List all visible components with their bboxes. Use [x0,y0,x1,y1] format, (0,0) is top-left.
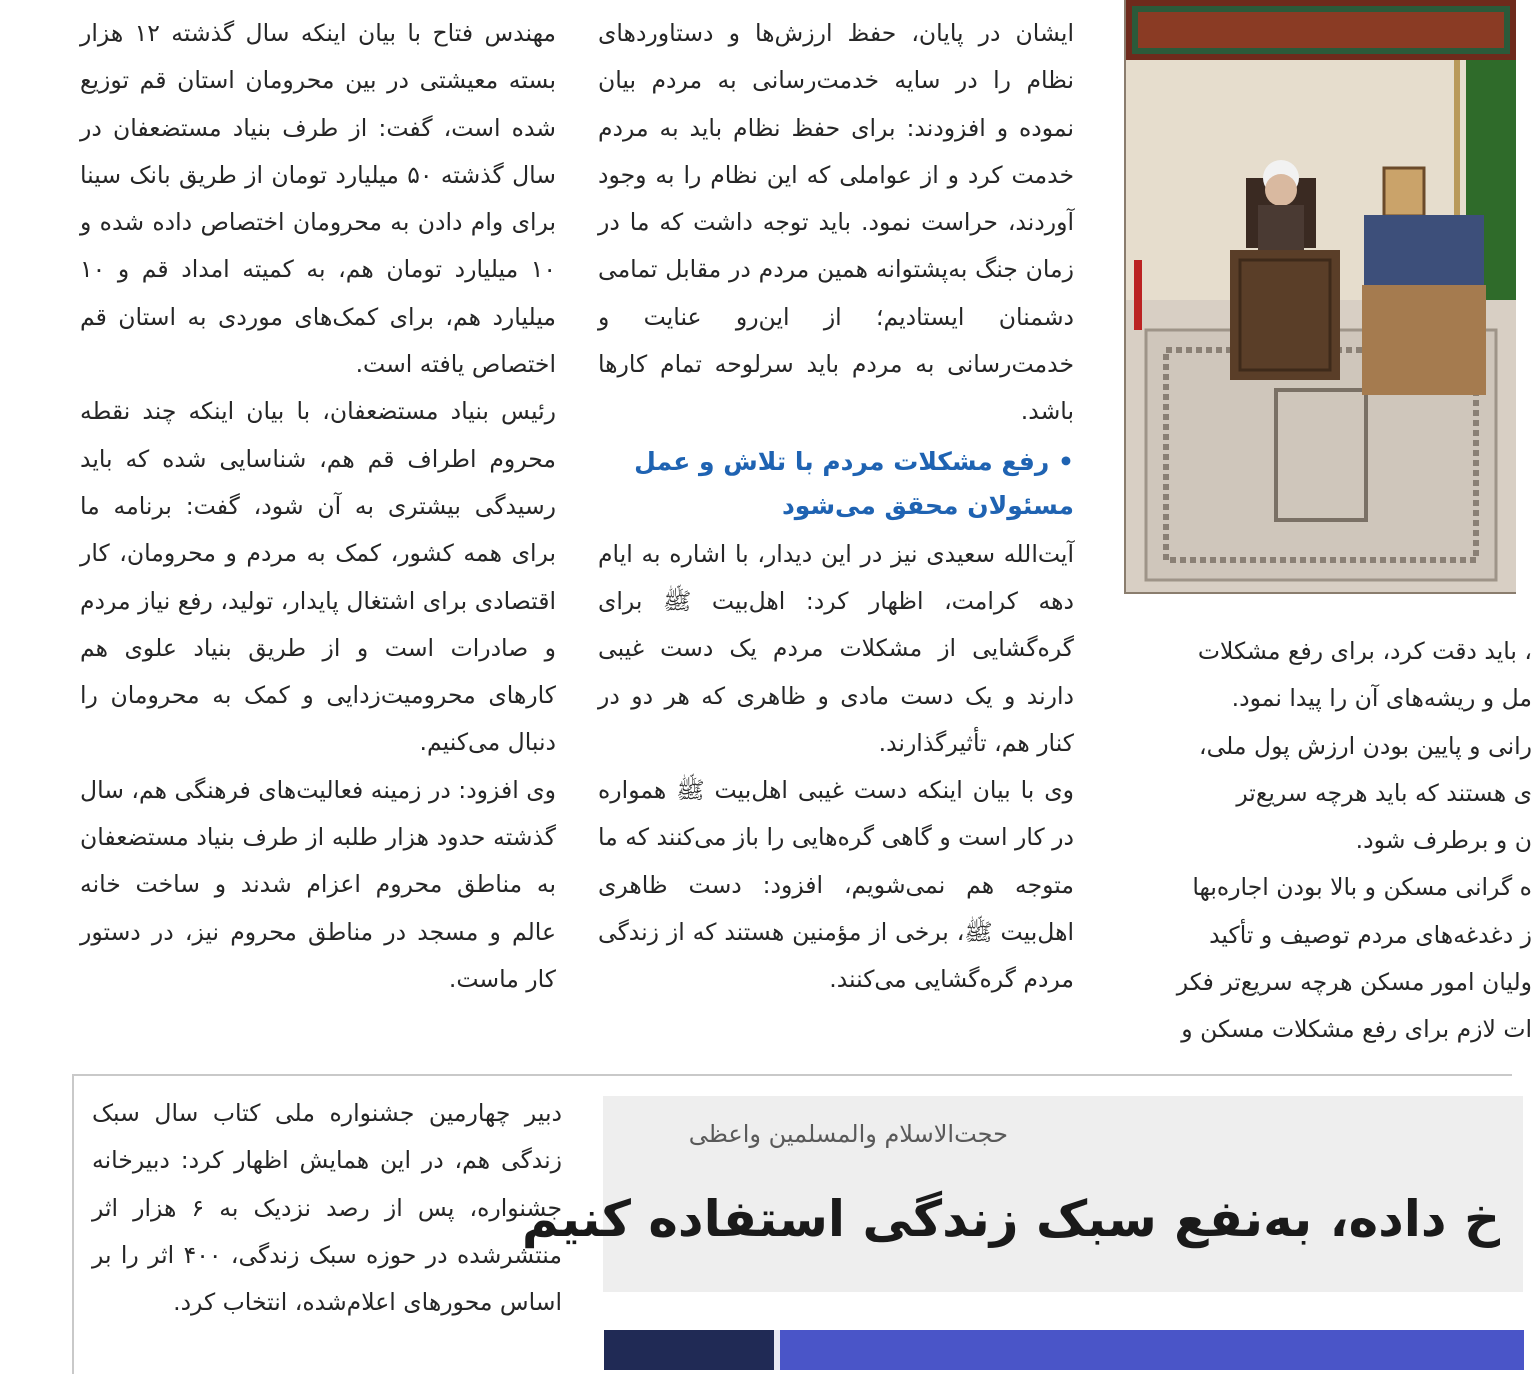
banner-subtitle: حجت‌الاسلام والمسلمین واعظی [688,1120,1008,1148]
bottom-photo [604,1330,1524,1370]
paragraph: رئیس بنیاد مستضعفان، با بیان اینکه چند نقطه محروم اطراف قم هم، شناسایی شده که باید رسیدگی بیشتری به آن شود، گفت: برنامه ما برای همه کشور، کمک به مردم و محرومان، کار اقتصادی برای اشتغال پایدار، تولید، رفع نیاز مردم و صادرات است و از طریق بنیاد علوی هم کارهای محرومیت‌زدایی و کمک به محرومان را دنبال می‌کنیم. [80,397,556,757]
text-line: رانی و پایین بودن ارزش پول ملی، [1198,731,1532,760]
paragraph: وی با بیان اینکه دست غیبی اهل‌بیت ﷺ همواره در کار است و گاهی گره‌هایی را باز می‌کنند که ما متوجه هم نمی‌شویم، افزود: دست ظاهری اهل‌بیت ﷺ، برخی از مؤمنین هستند که از زندگی مردم گره‌گشایی می‌کنند. [598,776,1074,994]
paragraph: دبیر چهارمین جشنواره ملی کتاب سال سبک زندگی هم، در این همایش اظهار کرد: دبیرخانه جشنواره، پس از رصد نزدیک به ۶ هزار اثر منتشرشده در حوزه سبک زندگی، ۴۰۰ اثر را بر اساس محورهای اعلام‌شده، انتخاب کرد. [92,1099,562,1317]
paragraph: مهندس فتاح با بیان اینکه سال گذشته ۱۲ هزار بسته معیشتی در بین محرومان استان قم توزیع شده است، گفت: از طرف بنیاد مستضعفان در سال گذشته ۵۰ میلیارد تومان از طریق بانک سینا برای وام دادن به محرومان اختصاص داده شده و ۱۰ میلیارد تومان هم، به کمیته امداد قم و ۱۰ میلیارد هم، برای کمک‌های موردی به استان قم اختصاص یافته است. [80,19,556,379]
text-line: مل و ریشه‌های آن را پیدا نمود. [1231,684,1532,713]
meeting-scene-illustration [1126,0,1516,592]
article-column-left [80,10,556,1003]
text-line: ولیان امور مسکن هرچه سریع‌تر فکر [1176,968,1532,997]
text-line: ه گرانی مسکن و بالا بودن اجاره‌بها [1192,873,1532,902]
article-column-right [1112,628,1532,1054]
section-subheading: • رفع مشکلات مردم با تلاش و عمل مسئولان محقق می‌شود [634,446,1074,520]
paragraph: ایشان در پایان، حفظ ارزش‌ها و دستاوردهای نظام را در سایه خدمت‌رسانی به مردم بیان نموده و افزودند: برای حفظ نظام باید به مردم خدمت کرد و از عواملی که این نظام را به وجود آوردند، حراست نمود. باید توجه داشت که ما در زمان جنگ به‌پشتوانه همین مردم در مقابل تمامی دشمنان ایستادیم؛ از این‌رو عنایت و خدمت‌رسانی به مردم باید سرلوحه تمام کارها باشد. [598,19,1074,426]
section-divider [72,1074,1512,1076]
box-article [92,1090,562,1326]
paragraph: آیت‌الله سعیدی نیز در این دیدار، با اشاره به ایام دهه کرامت، اظهار کرد: اهل‌بیت ﷺ برای گره‌گشایی از مشکلات مردم یک دست غیبی دارند و یک دست مادی و ظاهری که هر دو در کنار هم، تأثیرگذارند. [598,539,1074,757]
text-line: ی هستند که باید هرچه سریع‌تر [1236,778,1532,807]
paragraph: وی افزود: در زمینه فعالیت‌های فرهنگی هم، سال گذشته حدود هزار طلبه از طرف بنیاد مستضعفان به مناطق محروم اعزام شدند و ساخت خانه عالم و مسجد در مناطق محروم نیز، در دستور کار ماست. [80,775,556,993]
text-line: ، باید دقت کرد، برای رفع مشکلات [1197,637,1532,665]
text-line: ات لازم برای رفع مشکلات مسکن و [1181,1015,1532,1044]
text-line: ن و برطرف شود. [1355,826,1532,855]
text-line: ز دغدغه‌های مردم توصیف و تأکید [1209,920,1532,949]
news-photo [1124,0,1516,594]
article-column-middle [598,10,1074,1004]
box-divider [72,1074,74,1374]
bottom-photo-strip [604,1330,1524,1370]
banner-title: خ داده، به‌نفع سبک زندگی استفاده کنیم [521,1190,1500,1248]
